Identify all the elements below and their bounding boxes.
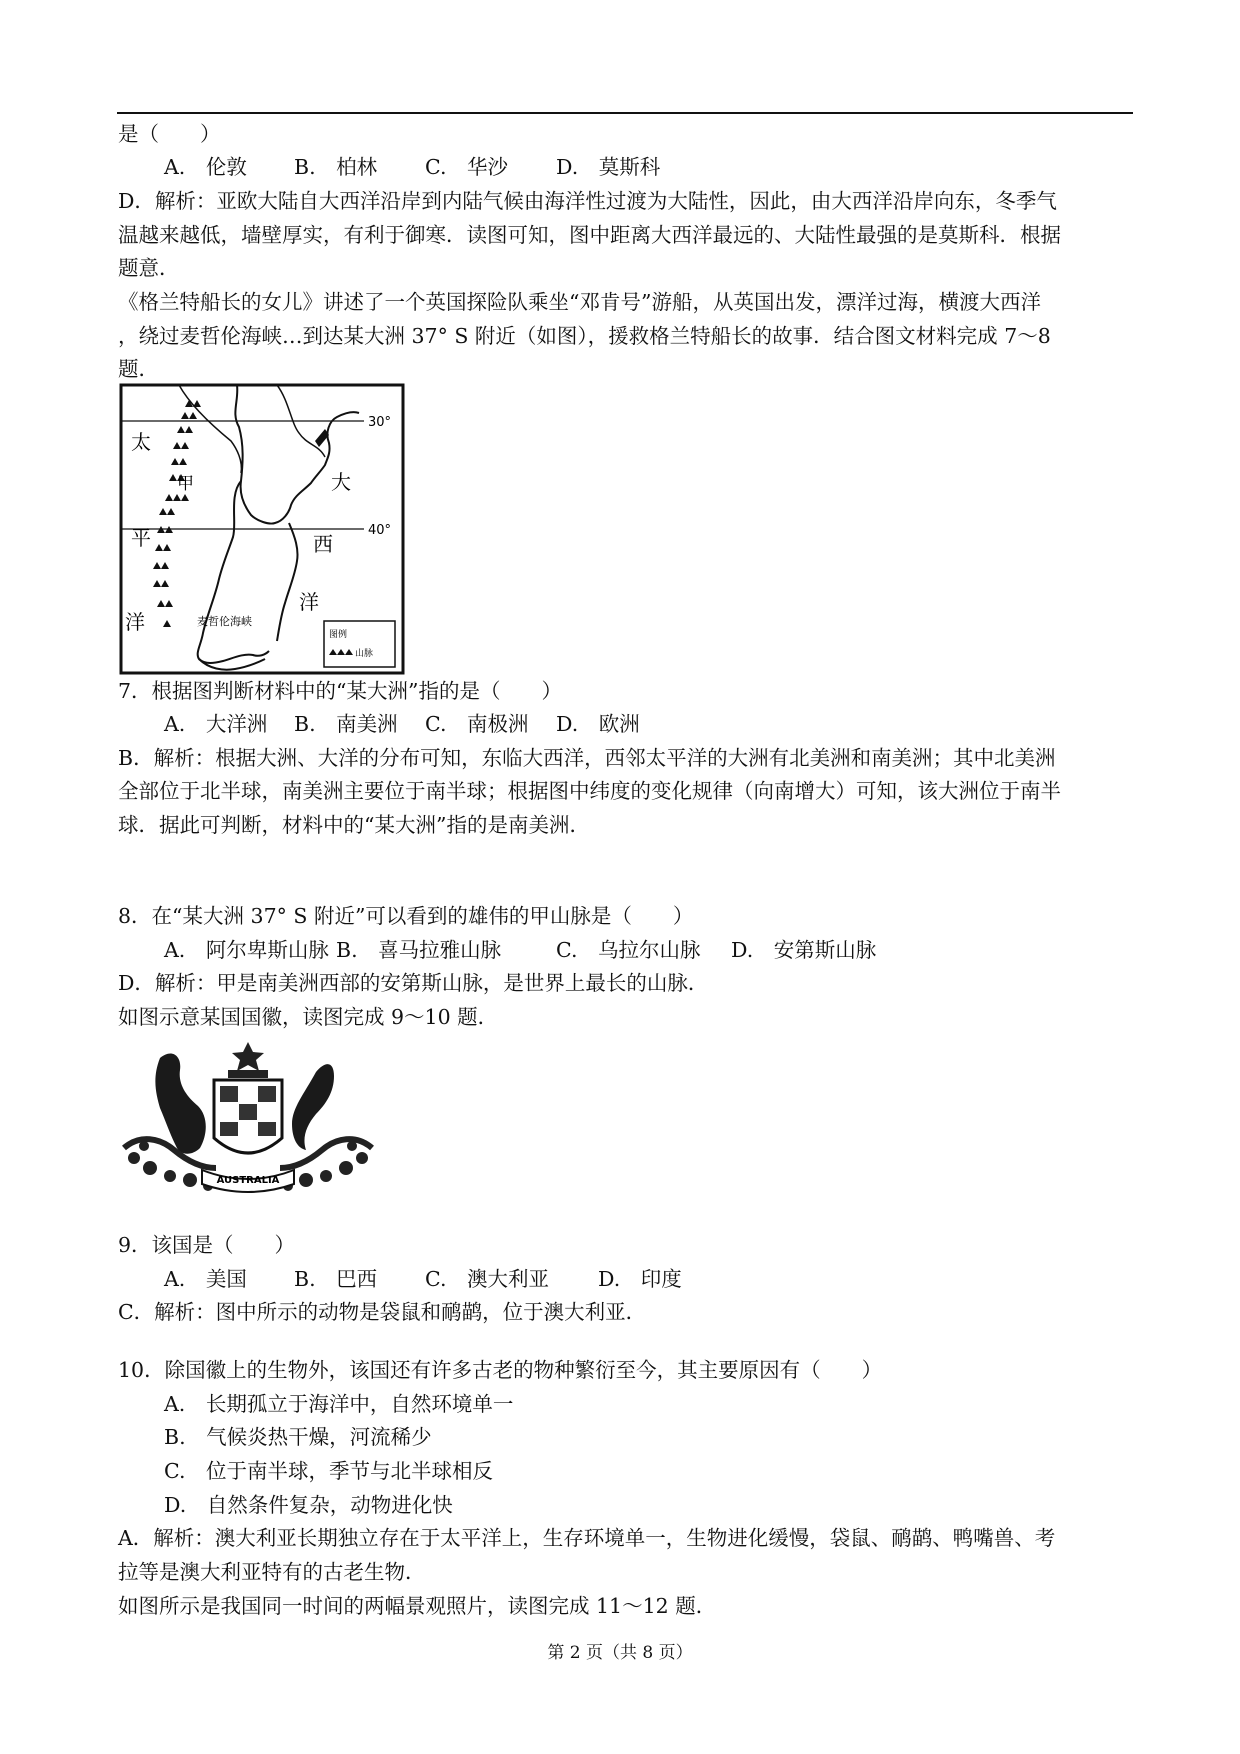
- label-yang2: 洋: [299, 590, 319, 614]
- q9-stem: 9．该国是（ ）: [118, 1233, 296, 1257]
- legend-mountain-icon: [329, 649, 353, 655]
- option: A. 阿尔卑斯山脉: [164, 938, 329, 962]
- label-ping: 平: [131, 526, 151, 550]
- q7-answer: 球．据此可判断，材料中的“某大洲”指的是南美洲．: [118, 813, 590, 837]
- label-yang: 洋: [125, 610, 145, 634]
- q8-options: [164, 935, 876, 965]
- option: C. 乌拉尔山脉: [556, 938, 701, 962]
- option: B. 喜马拉雅山脉: [336, 938, 502, 962]
- label-tai: 太: [131, 430, 151, 454]
- option: D. 印度: [598, 1267, 682, 1291]
- option: B. 柏林: [294, 155, 378, 179]
- q10-answer: 拉等是澳大利亚特有的古老生物．: [118, 1560, 426, 1584]
- option: A. 大洋洲: [164, 712, 268, 736]
- q8-stem: 8．在“某大洲 37° S 附近”可以看到的雄伟的甲山脉是（ ）: [118, 904, 694, 928]
- option: C. 华沙: [425, 155, 508, 179]
- lat-30-label: 30°: [368, 415, 392, 430]
- option: A. 美国: [164, 1267, 247, 1291]
- q7-answer: 全部位于北半球，南美洲主要位于南半球；根据图中纬度的变化规律（向南增大）可知，该大洲位于南半: [118, 779, 1061, 803]
- option: C. 澳大利亚: [425, 1267, 549, 1291]
- label-xi: 西: [313, 532, 333, 556]
- coat-of-arms-image: [120, 1038, 376, 1198]
- option: A. 伦敦: [164, 155, 247, 179]
- strait-label: 麦哲伦海峡: [197, 615, 252, 628]
- kangaroo-icon: [155, 1054, 205, 1154]
- option: C. 南极洲: [425, 712, 529, 736]
- star-icon: [232, 1042, 264, 1071]
- header-rule: [117, 112, 1133, 114]
- q6-answer: 温越来越低，墙壁厚实，有利于御寒．读图可知，图中距离大西洋最远的、大陆性最强的是莫斯科．根据: [118, 223, 1061, 247]
- wreath-bar: [228, 1070, 268, 1078]
- south-america-map: [119, 383, 405, 675]
- q6-stem-end: 是（ ）: [118, 122, 221, 146]
- banner-text: AUSTRALIA: [216, 1175, 280, 1186]
- passage: 题．: [118, 357, 159, 381]
- page-footer: 第 2 页（共 8 页）: [547, 1643, 693, 1663]
- q7-answer: B．解析：根据大洲、大洋的分布可知，东临大西洋，西邻太平洋的大洲有北美洲和南美洲；其中北美洲: [118, 746, 1056, 770]
- q10-option-a: A. 长期孤立于海洋中，自然环境单一: [164, 1392, 514, 1416]
- option: D. 安第斯山脉: [731, 938, 877, 962]
- option: B. 巴西: [294, 1267, 378, 1291]
- q9-answer: C．解析：图中所示的动物是袋鼠和鸸鹋，位于澳大利亚．: [118, 1300, 647, 1324]
- lat-40-label: 40°: [368, 523, 392, 538]
- passage: 如图所示是我国同一时间的两幅景观照片，读图完成 11～12 题．: [118, 1594, 717, 1618]
- q9-options: [164, 1264, 682, 1294]
- q6-answer: D．解析：亚欧大陆自大西洋沿岸到内陆气候由海洋性过渡为大陆性，因此，由大西洋沿岸向东，冬季气: [118, 189, 1057, 213]
- legend-box: [324, 621, 395, 667]
- option: D. 欧洲: [556, 712, 640, 736]
- emu-icon: [292, 1064, 334, 1150]
- legend-title: 图例: [329, 630, 348, 640]
- legend-item: 山脉: [355, 649, 374, 659]
- q10-answer: A．解析：澳大利亚长期独立存在于太平洋上，生存环境单一，生物进化缓慢，袋鼠、鸸鹋、鸭嘴兽、考: [118, 1526, 1056, 1550]
- option: D. 莫斯科: [556, 155, 661, 179]
- passage: 如图示意某国国徽，读图完成 9～10 题．: [118, 1005, 499, 1029]
- q6-answer: 题意．: [118, 256, 180, 280]
- q10-option-c: C. 位于南半球，季节与北半球相反: [164, 1459, 493, 1483]
- q7-options: [164, 709, 640, 739]
- q6-options: [164, 152, 660, 182]
- option: B. 南美洲: [294, 712, 398, 736]
- passage: 《格兰特船长的女儿》讲述了一个英国探险队乘坐“邓肯号”游船，从英国出发，漂洋过海，横渡大西洋: [118, 290, 1041, 314]
- label-jia: 甲: [177, 474, 194, 494]
- q10-stem: 10．除国徽上的生物外，该国还有许多古老的物种繁衍至今，其主要原因有（ ）: [118, 1358, 883, 1382]
- label-da: 大: [331, 470, 351, 494]
- q8-answer: D．解析：甲是南美洲西部的安第斯山脉，是世界上最长的山脉．: [118, 971, 709, 995]
- passage: ，绕过麦哲伦海峡…到达某大洲 37° S 附近（如图），援救格兰特船长的故事．结合图文材料完成 7～8: [118, 324, 1051, 348]
- q10-option-b: B. 气候炎热干燥，河流稀少: [164, 1425, 432, 1449]
- q10-option-d: D. 自然条件复杂，动物进化快: [164, 1493, 453, 1517]
- q7-stem: 7．根据图判断材料中的“某大洲”指的是（ ）: [118, 679, 563, 703]
